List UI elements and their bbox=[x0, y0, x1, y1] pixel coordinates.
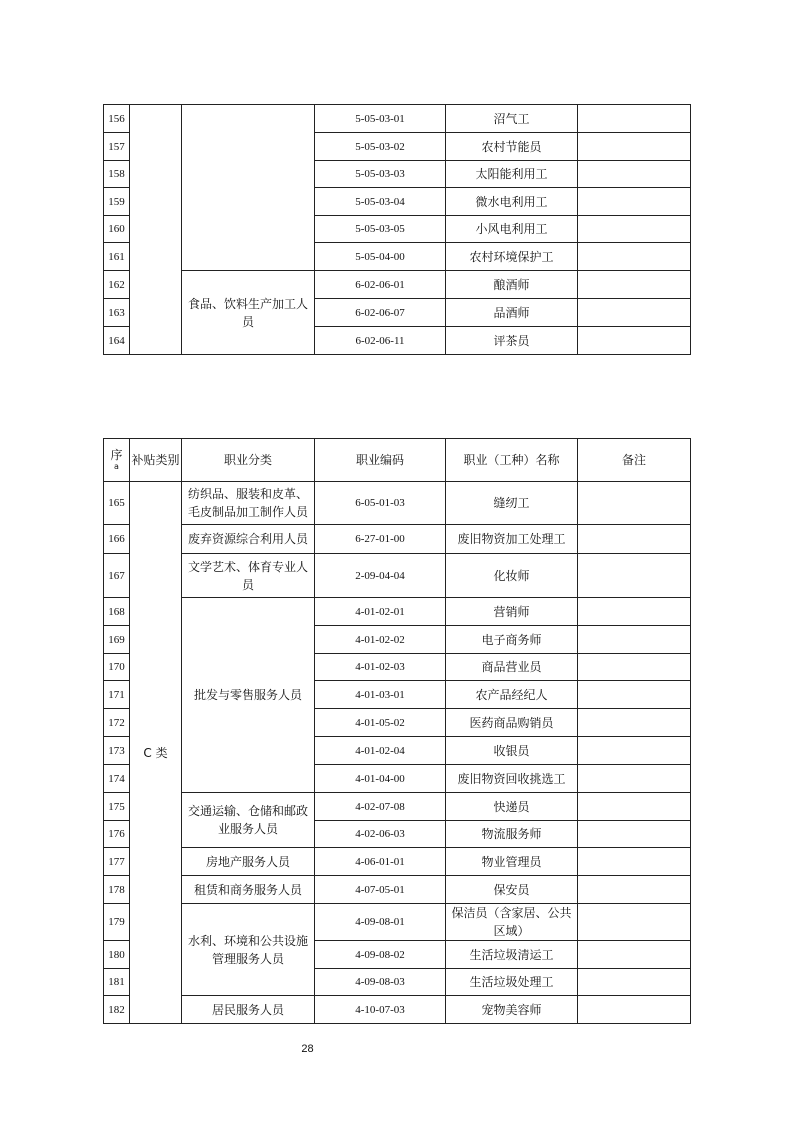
table-row bbox=[104, 876, 691, 904]
occupation-code: 5-05-03-04 bbox=[315, 188, 446, 216]
table-row bbox=[104, 996, 691, 1024]
table-row bbox=[104, 598, 691, 626]
occupation-name: 太阳能利用工 bbox=[446, 161, 578, 188]
row-number: 164 bbox=[104, 327, 130, 355]
occupation-name: 评茶员 bbox=[446, 327, 578, 355]
occupation-code: 4-09-08-01 bbox=[315, 904, 446, 941]
occupation-name: 农村环境保护工 bbox=[446, 243, 578, 271]
row-number: 156 bbox=[104, 105, 130, 133]
occupation-code: 5-05-03-05 bbox=[315, 216, 446, 243]
table-row bbox=[104, 793, 691, 821]
occupation-code: 5-05-03-02 bbox=[315, 133, 446, 161]
note-cell bbox=[578, 271, 691, 299]
occupation-code: 5-05-04-00 bbox=[315, 243, 446, 271]
occupation-name: 收银员 bbox=[446, 737, 578, 765]
occupation-name: 物业管理员 bbox=[446, 848, 578, 876]
note-cell bbox=[578, 161, 691, 188]
row-number: 161 bbox=[104, 243, 130, 271]
occupation-code: 4-09-08-02 bbox=[315, 941, 446, 969]
row-number: 174 bbox=[104, 765, 130, 793]
row-number: 180 bbox=[104, 941, 130, 969]
row-number: 163 bbox=[104, 299, 130, 327]
note-cell bbox=[578, 681, 691, 709]
occupation-code: 4-09-08-03 bbox=[315, 969, 446, 996]
occupation-code: 4-01-03-01 bbox=[315, 681, 446, 709]
occupation-category-cell: 房地产服务人员 bbox=[182, 848, 315, 876]
occupation-code: 6-02-06-11 bbox=[315, 327, 446, 355]
row-number: 178 bbox=[104, 876, 130, 904]
row-number: 176 bbox=[104, 821, 130, 848]
occupation-code: 4-07-05-01 bbox=[315, 876, 446, 904]
occupation-name: 生活垃圾处理工 bbox=[446, 969, 578, 996]
note-cell bbox=[578, 554, 691, 598]
occupation-name: 沼气工 bbox=[446, 105, 578, 133]
note-cell bbox=[578, 765, 691, 793]
page-number: 28 bbox=[301, 1043, 314, 1055]
occupation-name: 快递员 bbox=[446, 793, 578, 821]
occupation-category-cell: 批发与零售服务人员 bbox=[182, 598, 315, 793]
note-cell bbox=[578, 996, 691, 1024]
subsidy-class-cell bbox=[130, 105, 182, 355]
occupation-name: 物流服务师 bbox=[446, 821, 578, 848]
header-subsidy-class: 补贴类别 bbox=[130, 439, 182, 482]
occupation-category-cell: 租赁和商务服务人员 bbox=[182, 876, 315, 904]
occupation-name: 宠物美容师 bbox=[446, 996, 578, 1024]
row-number: 170 bbox=[104, 654, 130, 681]
occupation-code: 6-05-01-03 bbox=[315, 482, 446, 525]
row-number: 181 bbox=[104, 969, 130, 996]
note-cell bbox=[578, 709, 691, 737]
header-seq: 序 a bbox=[104, 439, 130, 482]
occupation-code: 4-01-02-04 bbox=[315, 737, 446, 765]
row-number: 168 bbox=[104, 598, 130, 626]
note-cell bbox=[578, 876, 691, 904]
note-cell bbox=[578, 654, 691, 681]
occupation-name: 农产品经纪人 bbox=[446, 681, 578, 709]
occupation-code: 4-01-02-03 bbox=[315, 654, 446, 681]
occupation-code: 6-02-06-07 bbox=[315, 299, 446, 327]
note-cell bbox=[578, 821, 691, 848]
occupation-category-cell: 交通运输、仓储和邮政业服务人员 bbox=[182, 793, 315, 848]
occupation-name: 医药商品购销员 bbox=[446, 709, 578, 737]
note-cell bbox=[578, 133, 691, 161]
note-cell bbox=[578, 969, 691, 996]
row-number: 173 bbox=[104, 737, 130, 765]
header-note: 备注 bbox=[578, 439, 691, 482]
note-cell bbox=[578, 904, 691, 941]
note-cell bbox=[578, 626, 691, 654]
note-cell bbox=[578, 793, 691, 821]
occupation-name: 品酒师 bbox=[446, 299, 578, 327]
note-cell bbox=[578, 848, 691, 876]
row-number: 162 bbox=[104, 271, 130, 299]
occupation-category-cell: 水利、环境和公共设施管理服务人员 bbox=[182, 904, 315, 996]
occupation-code: 4-02-07-08 bbox=[315, 793, 446, 821]
occupation-name: 保安员 bbox=[446, 876, 578, 904]
note-cell bbox=[578, 105, 691, 133]
occupation-name: 商品营业员 bbox=[446, 654, 578, 681]
note-cell bbox=[578, 299, 691, 327]
occupation-name: 化妆师 bbox=[446, 554, 578, 598]
note-cell bbox=[578, 482, 691, 525]
occupation-name: 缝纫工 bbox=[446, 482, 578, 525]
occupation-name: 生活垃圾清运工 bbox=[446, 941, 578, 969]
table-row bbox=[104, 554, 691, 598]
note-cell bbox=[578, 216, 691, 243]
note-cell bbox=[578, 525, 691, 554]
occupation-name: 微水电利用工 bbox=[446, 188, 578, 216]
occupation-name: 废旧物资加工处理工 bbox=[446, 525, 578, 554]
row-number: 160 bbox=[104, 216, 130, 243]
row-number: 169 bbox=[104, 626, 130, 654]
occupation-code: 4-02-06-03 bbox=[315, 821, 446, 848]
row-number: 172 bbox=[104, 709, 130, 737]
occupation-category-cell: 居民服务人员 bbox=[182, 996, 315, 1024]
occupation-code: 2-09-04-04 bbox=[315, 554, 446, 598]
occupation-code: 5-05-03-03 bbox=[315, 161, 446, 188]
note-cell bbox=[578, 188, 691, 216]
row-number: 167 bbox=[104, 554, 130, 598]
occupation-code: 6-02-06-01 bbox=[315, 271, 446, 299]
occupation-name: 保洁员（含家居、公共区域） bbox=[446, 904, 578, 941]
row-number: 157 bbox=[104, 133, 130, 161]
table-header-row bbox=[104, 439, 691, 482]
table-row bbox=[104, 848, 691, 876]
table-row bbox=[104, 482, 691, 525]
occupation-name: 农村节能员 bbox=[446, 133, 578, 161]
row-number: 165 bbox=[104, 482, 130, 525]
note-cell bbox=[578, 243, 691, 271]
occupation-name: 小风电利用工 bbox=[446, 216, 578, 243]
occupation-category-cell: 纺织品、服装和皮革、毛皮制品加工制作人员 bbox=[182, 482, 315, 525]
table-row bbox=[104, 105, 691, 133]
header-occupation-name: 职业（工种）名称 bbox=[446, 439, 578, 482]
occupation-code: 4-10-07-03 bbox=[315, 996, 446, 1024]
note-cell bbox=[578, 327, 691, 355]
row-number: 166 bbox=[104, 525, 130, 554]
occupation-name: 营销师 bbox=[446, 598, 578, 626]
row-number: 158 bbox=[104, 161, 130, 188]
occupation-code: 4-01-04-00 bbox=[315, 765, 446, 793]
occupation-code: 6-27-01-00 bbox=[315, 525, 446, 554]
occupation-code: 5-05-03-01 bbox=[315, 105, 446, 133]
occupation-code: 4-06-01-01 bbox=[315, 848, 446, 876]
occupation-table bbox=[103, 438, 691, 1024]
note-cell bbox=[578, 941, 691, 969]
occupation-code: 4-01-02-01 bbox=[315, 598, 446, 626]
occupation-name: 酿酒师 bbox=[446, 271, 578, 299]
table-row bbox=[104, 904, 691, 941]
occupation-category-cell: 文学艺术、体育专业人员 bbox=[182, 554, 315, 598]
table-row bbox=[104, 271, 691, 299]
subsidy-class-cell: C 类 bbox=[130, 482, 182, 1024]
header-occupation-code: 职业编码 bbox=[315, 439, 446, 482]
row-number: 182 bbox=[104, 996, 130, 1024]
row-number: 159 bbox=[104, 188, 130, 216]
row-number: 177 bbox=[104, 848, 130, 876]
occupation-category-cell: 食品、饮料生产加工人员 bbox=[182, 271, 315, 355]
row-number: 179 bbox=[104, 904, 130, 941]
occupation-category-cell bbox=[182, 105, 315, 271]
note-cell bbox=[578, 598, 691, 626]
table-row bbox=[104, 525, 691, 554]
row-number: 175 bbox=[104, 793, 130, 821]
occupation-category-cell: 废弃资源综合利用人员 bbox=[182, 525, 315, 554]
occupation-table-continued bbox=[103, 104, 691, 355]
header-occupation-category: 职业分类 bbox=[182, 439, 315, 482]
row-number: 171 bbox=[104, 681, 130, 709]
occupation-code: 4-01-02-02 bbox=[315, 626, 446, 654]
occupation-code: 4-01-05-02 bbox=[315, 709, 446, 737]
note-cell bbox=[578, 737, 691, 765]
occupation-name: 废旧物资回收挑选工 bbox=[446, 765, 578, 793]
occupation-name: 电子商务师 bbox=[446, 626, 578, 654]
